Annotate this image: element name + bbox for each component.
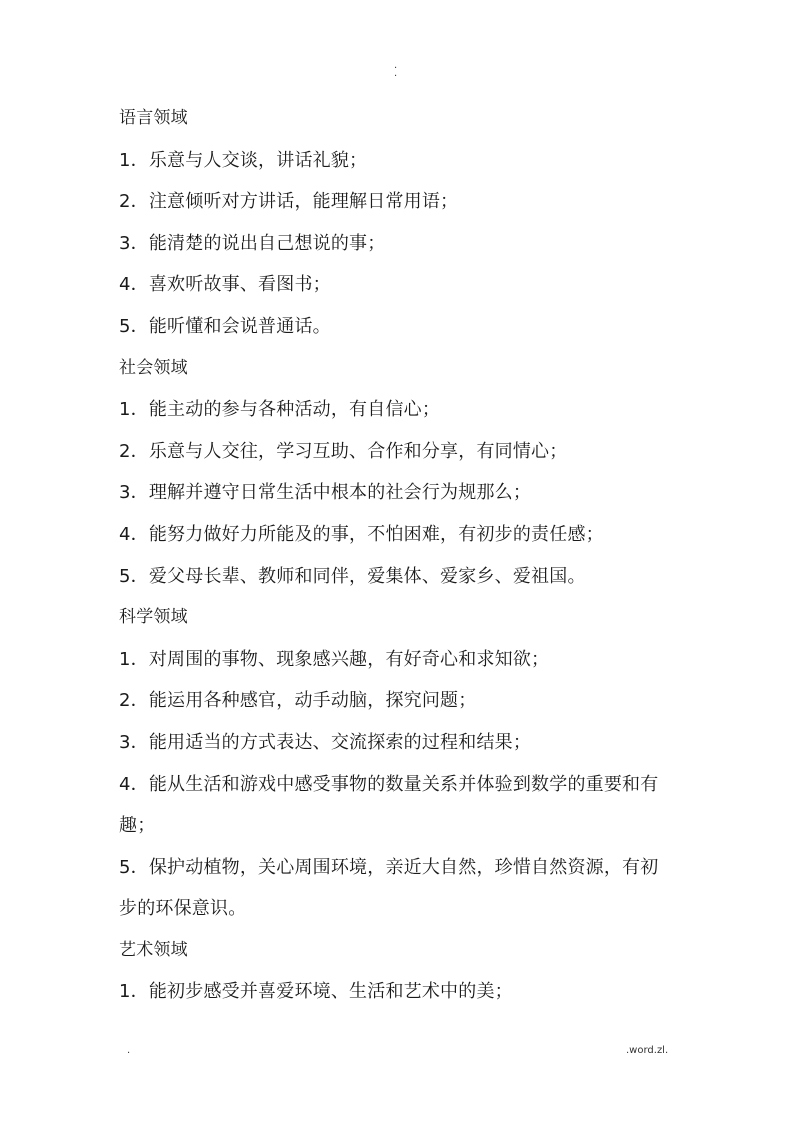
section-heading-language: 语言领域 — [119, 108, 188, 128]
list-item: 4．能从生活和游戏中感受事物的数量关系并体验到数学的重要和有 — [119, 773, 659, 795]
section-heading-art: 艺术领域 — [119, 939, 188, 960]
list-item: 1．能主动的参与各种活动，有自信心； — [119, 399, 441, 421]
list-item: 1．能初步感受并喜爱环境、生活和艺术中的美； — [119, 981, 513, 1003]
list-item: 2．注意倾听对方讲话，能理解日常用语； — [119, 191, 459, 213]
header-mark — [394, 62, 397, 78]
list-item: 3．能清楚的说出自己想说的事； — [119, 232, 386, 254]
section-heading-social: 社会领域 — [119, 357, 188, 378]
list-item: 5．能听懂和会说普通话。 — [119, 315, 331, 337]
footer-left-mark: . — [127, 1045, 131, 1056]
list-item: 2．乐意与人交往，学习互助、合作和分享，有同情心； — [119, 440, 568, 462]
list-item: 5．保护动植物，关心周围环境，亲近大自然，珍惜自然资源，有初 — [119, 856, 659, 878]
list-item: 3．理解并遵守日常生活中根本的社会行为规那么； — [119, 482, 532, 504]
header-dot-2: . — [394, 68, 398, 79]
list-item: 4．喜欢听故事、看图书； — [119, 274, 331, 296]
list-item: 2．能运用各种感官，动手动脑，探究问题； — [119, 690, 477, 712]
list-item: 5．爱父母长辈、教师和同伴，爱集体、爱家乡、爱祖国。 — [119, 565, 586, 587]
list-item: 4．能努力做好力所能及的事，不怕困难，有初步的责任感； — [119, 523, 604, 545]
list-item: 1．乐意与人交谈，讲话礼貌； — [119, 149, 368, 171]
list-item: 1．对周围的事物、现象感兴趣，有好奇心和求知欲； — [119, 648, 550, 670]
list-item-continuation: 趣； — [119, 815, 156, 837]
list-item: 3．能用适当的方式表达、交流探索的过程和结果； — [119, 731, 532, 753]
list-item-continuation: 步的环保意识。 — [119, 898, 247, 920]
section-heading-science: 科学领域 — [119, 607, 188, 628]
header-dot-1: . — [394, 60, 398, 71]
footer-watermark: .word.zl. — [626, 1045, 669, 1056]
document-body — [119, 98, 679, 1013]
